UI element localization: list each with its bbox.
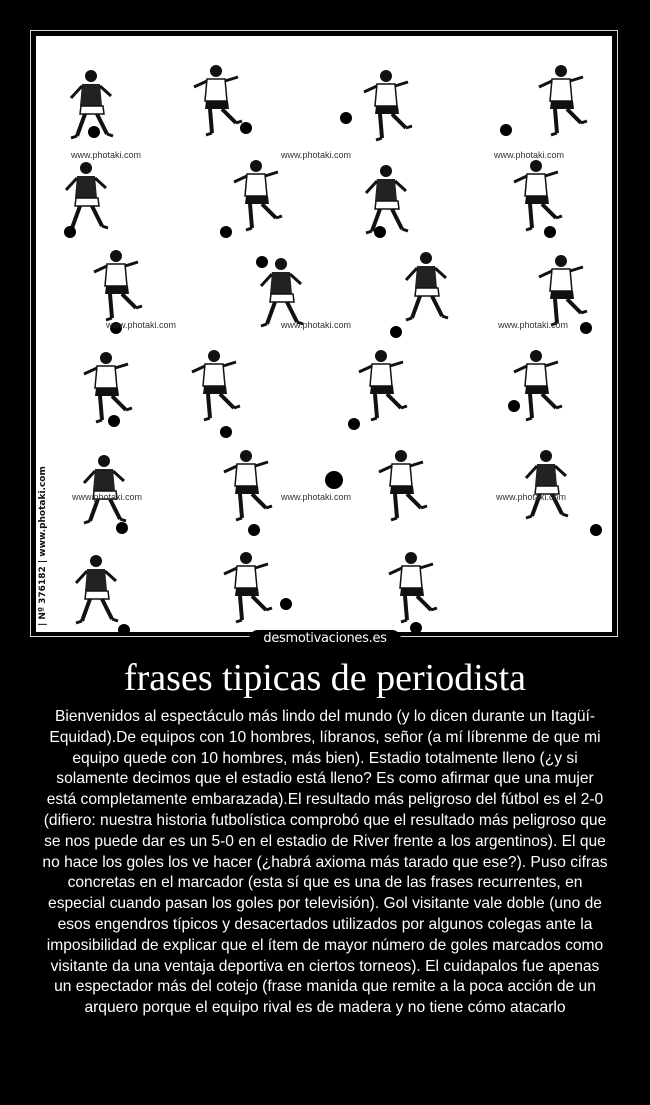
- watermark-text: www.photaki.com: [72, 492, 143, 502]
- site-logo-badge[interactable]: desmotivaciones.es: [249, 630, 401, 648]
- football-players-photo: [36, 36, 612, 632]
- poster-title: frases tipicas de periodista: [123, 657, 527, 699]
- poster-body-text: Bienvenidos al espectáculo más lindo del mundo (y lo dicen durante un Itagüí-Equidad).De equipos con 10 hombres, líbranos, señor (a mí líbrenme de que mi equipo quede con 10 hombres, más bien). Estadio totalmente lleno (¿y si solamente decimos que el estadio está lleno? Es como afirmar que una mujer está completamente embarazada).El resultado más peligroso del fútbol es el 2-0 (difiero: nuestra historia futbolística comprobó que el resultado más peligroso que se nos puede dar es un 5-0 en el estadio de River frente a los argentinos). El que no hace los goles los ve hacer (¿habrá axioma más tarado que ese?). Puso cifras concretas en el marcador (esta sí que es una de las frases recurrentes, en especial cuando pasan los goles por televisión). Gol visitante vale doble (uno de esos engendros típicos y desacertados utilizados por algunos colegas ante la imposibilidad de explicar que el ítem de mayor número de goles marcados como visitante da una ventaja deportiva en ciertos torneos). El cuidapalos fue apenas un espectador más del cotejo (frase manida que remite a la poca acción de un arquero porque el equipo rival es de madera y no tiene cómo atacarlo: [42, 708, 608, 1017]
- photo-side-caption: [40, 426, 56, 626]
- watermark-text: www.photaki.com: [496, 492, 567, 502]
- watermark-text: www.photaki.com: [281, 492, 352, 502]
- football-players-illustration: [36, 36, 612, 632]
- watermark-text: www.photaki.com: [71, 150, 142, 160]
- watermark-text: www.photaki.com: [498, 320, 569, 330]
- watermark-text: www.photaki.com: [281, 320, 352, 330]
- watermark-text: www.photaki.com: [281, 150, 352, 160]
- watermark-text: www.photaki.com: [106, 320, 177, 330]
- photo-id-text: | Nº 376182 | www.photaki.com: [38, 466, 48, 626]
- watermark-text: www.photaki.com: [494, 150, 565, 160]
